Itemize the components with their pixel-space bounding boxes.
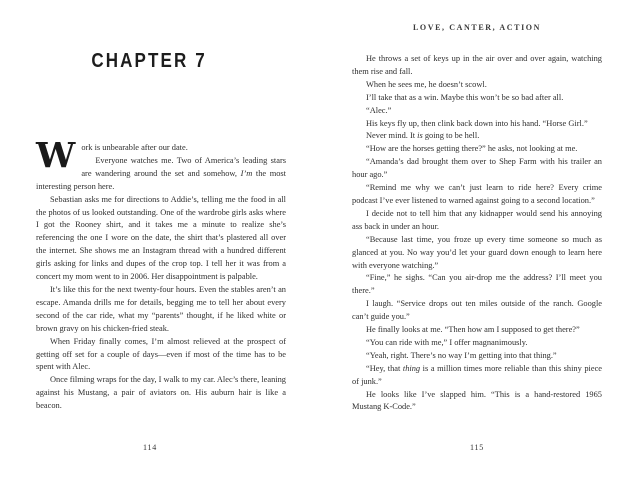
paragraph: “Because last time, you froze up every time someone so much as glanced at you. No way you’d let your guard down enough to learn here with everyone watching.” — [352, 234, 602, 270]
paragraph: Never mind. It is going to be hell. — [366, 131, 480, 141]
page-number-left: 114 — [142, 443, 158, 452]
paragraph: Once filming wraps for the day, I walk to my car. Alec’s there, leaning against his Mustang, a pair of aviators on. His auburn hair is like a beacon. — [36, 375, 286, 411]
paragraph: His keys fly up, then clink back down into his hand. “Horse Girl.” — [366, 118, 588, 128]
running-header: LOVE, CANTER, ACTION — [412, 23, 541, 32]
paragraph: Work is unbearable after our date. — [36, 135, 188, 176]
paragraph: “Remind me why we can’t just learn to ride here? Every crime podcast I’ve ever listened to warned against going to a second location.” — [352, 183, 602, 205]
paragraph: It’s like this for the next twenty-four hours. Even the stables aren’t an escape. Amanda drills me for details, begging me to tell her about every second of the car ride, what my “parents” thought, if he liked white or brown gravy on his chicken-fried steak. — [36, 284, 286, 333]
paragraph: “Alec.” — [366, 105, 392, 115]
paragraph: “Yeah, right. There’s no way I’m getting into that thing.” — [366, 350, 557, 360]
drop-cap: W — [36, 135, 76, 176]
chapter-title: CHAPTER 7 — [91, 50, 207, 72]
paragraph: He throws a set of keys up in the air over and over again, watching them rise and fall. — [352, 54, 602, 76]
paragraph: When Friday finally comes, I’m almost relieved at the prospect of getting off set for a couple of days—even if most of the time has to be spent with Alec. — [36, 336, 286, 372]
paragraph: Everyone watches me. Two of America’s leading stars are wandering around the set and somehow, I’m the most interesting person here. — [36, 155, 286, 191]
paragraph: “You can ride with me,” I offer magnanimously. — [366, 337, 528, 347]
paragraph: He finally looks at me. “Then how am I supposed to get there?” — [366, 325, 580, 335]
left-page-body — [36, 135, 286, 413]
paragraph: I laugh. “Service drops out ten miles outside of the ranch. Google can’t guide you.” — [352, 299, 602, 322]
paragraph: “Fine,” he sighs. “Can you air-drop me the address? I’ll meet you there.” — [352, 273, 602, 296]
paragraph: When he sees me, he doesn’t scowl. — [366, 79, 487, 89]
paragraph: I’ll take that as a win. Maybe this won’t be so bad after all. — [366, 92, 564, 102]
paragraph: “Hey, that thing is a million times more reliable than this shiny piece of junk.” — [352, 363, 603, 386]
right-page-body — [352, 53, 602, 414]
left-page — [36, 0, 286, 480]
right-page — [352, 0, 602, 480]
paragraph: He looks like I’ve slapped him. “This is a hand-restored 1965 Mustang K-Code.” — [352, 389, 602, 412]
page-number-right: 115 — [469, 443, 485, 452]
paragraph: “Amanda’s dad brought them over to Shep Farm with his trailer an hour ago.” — [352, 157, 602, 180]
paragraph: “How are the horses getting there?” he asks, not looking at me. — [366, 144, 578, 154]
paragraph: Sebastian asks me for directions to Addie’s, telling me the food in all the photos of us looked outstanding. One of the wardrobe girls asks where I got the Rooney shirt, and it takes me a minute to realize she’s referencing the one I wore on the date, the shirt that’s plastered all over the internet. She shows me an Instagram thread with a hundred different girls asking for links and dupes of the crop top. I tell her it was from a concert my mom went to in 2006. Her disappointment is palpable. — [36, 194, 286, 282]
paragraph: I decide not to tell him that any kidnapper would send his annoying ass back in under an hour. — [352, 208, 602, 231]
